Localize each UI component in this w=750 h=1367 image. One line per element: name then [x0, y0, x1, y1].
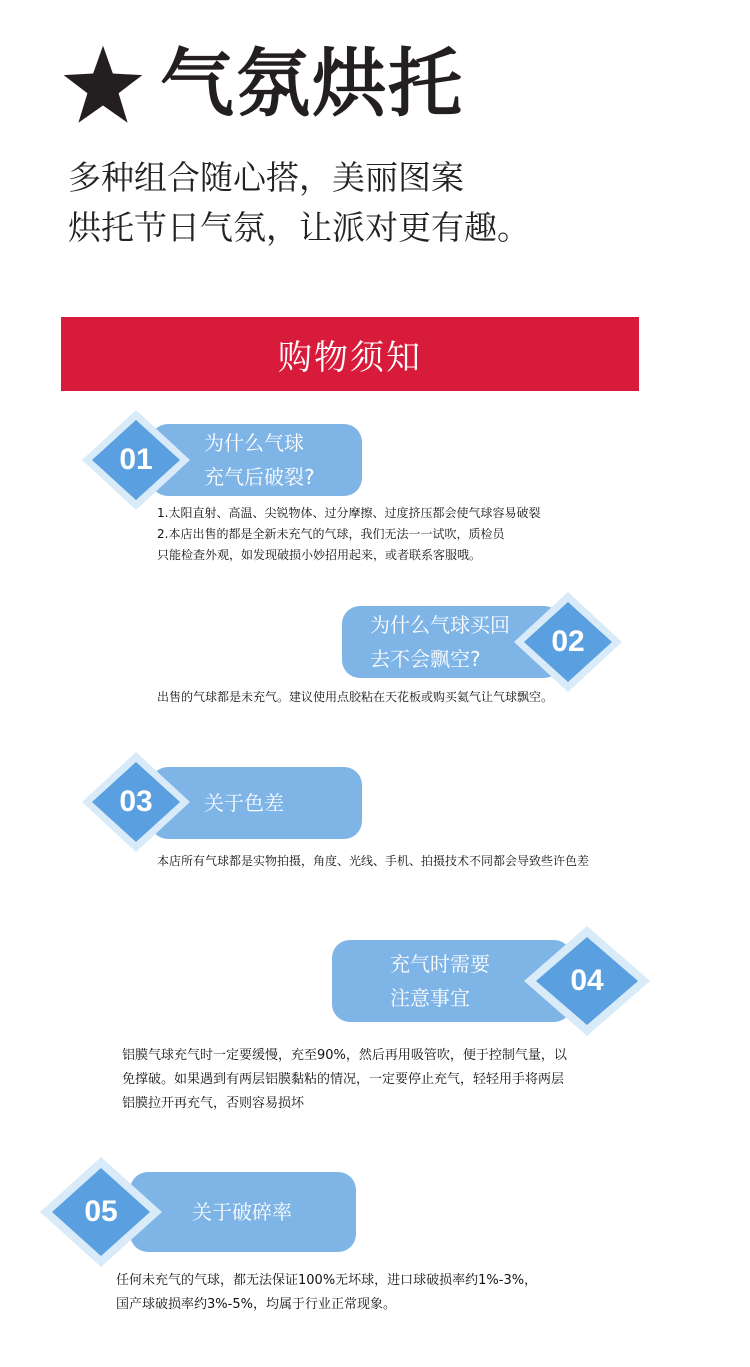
answer-02-line-1: 出售的气球都是未充气。建议使用点胶粘在天花板或购买氦气让气球飘空。: [157, 690, 554, 704]
answer-03-line-1: 本店所有气球都是实物拍摄，角度、光线、手机、拍摄技术不同都会导致些许色差: [157, 854, 590, 868]
answer-01-line-3: 只能检查外观，如发现破损小妙招用起来，或者联系客服哦。: [157, 548, 482, 562]
question-05-line-1: 关于破碎率: [192, 1200, 292, 1224]
question-01-line-1: 为什么气球: [204, 431, 304, 455]
answer-04-line-2: 免撑破。如果遇到有两层铝膜黏粘的情况，一定要停止充气，轻轻用手将两层: [122, 1072, 565, 1087]
question-02-line-1: 为什么气球买回: [370, 613, 510, 637]
badge-number-01: 01: [119, 443, 153, 476]
answer-04-line-1: 铝膜气球充气时一定要缓慢，充至90%，然后再用吸管吹，便于控制气量，以: [122, 1048, 567, 1063]
question-02-line-2: 去不会飘空?: [370, 647, 481, 671]
badge-number-02: 02: [551, 625, 585, 658]
answer-05-line-1: 任何未充气的气球，都无法保证100%无坏球，进口球破损率约1%-3%，: [116, 1273, 538, 1288]
badge-number-05: 05: [84, 1195, 118, 1228]
subtitle-line-1: 多种组合随心搭，美丽图案: [68, 158, 464, 197]
badge-number-04: 04: [570, 964, 604, 997]
shopping-notice-banner: 购物须知: [61, 317, 639, 391]
answer-01-line-1: 1.太阳直射、高温、尖锐物体、过分摩擦、过度挤压都会使气球容易破裂: [157, 506, 541, 520]
star-icon: [62, 44, 144, 126]
answer-05-line-2: 国产球破损率约3%-5%，均属于行业正常现象。: [116, 1297, 396, 1312]
subtitle-line-2: 烘托节日气氛，让派对更有趣。: [68, 208, 530, 247]
question-04-line-2: 注意事宜: [390, 986, 470, 1010]
question-04-line-1: 充气时需要: [390, 952, 490, 976]
page-title: 气氛烘托: [160, 41, 464, 127]
answer-04-line-3: 铝膜拉开再充气，否则容易损坏: [122, 1096, 305, 1111]
question-03-line-1: 关于色差: [204, 791, 284, 815]
question-01-line-2: 充气后破裂?: [204, 465, 315, 489]
badge-number-03: 03: [119, 785, 153, 818]
answer-01-line-2: 2.本店出售的都是全新未充气的气球，我们无法一一试吹，质检员: [157, 527, 505, 541]
